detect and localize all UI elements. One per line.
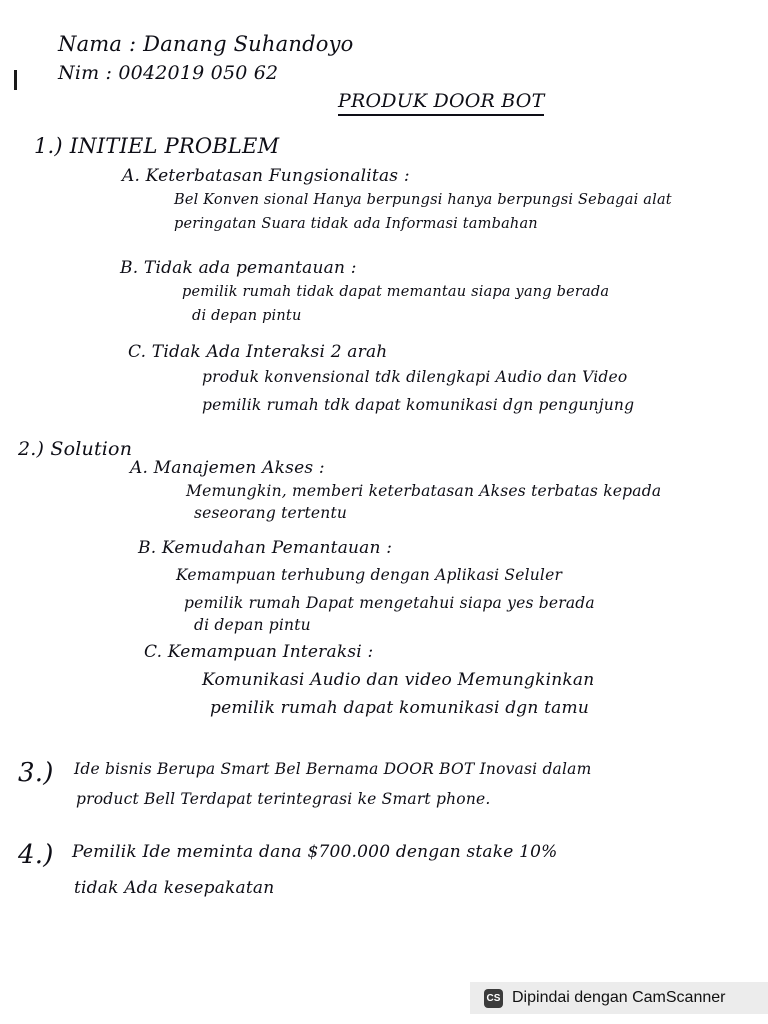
section-2-b-title: B. Kemudahan Pemantauan : [138,538,393,558]
camscanner-text: Dipindai dengan CamScanner [512,989,726,1006]
section-1-c-title: C. Tidak Ada Interaksi 2 arah [128,342,388,362]
section-1-c-line-1: produk konvensional tdk dilengkapi Audio dan Video [202,368,628,386]
section-4-line-1: Pemilik Ide meminta dana $700.000 dengan stake 10% [72,842,558,862]
section-1-c-line-2: pemilik rumah tdk dapat komunikasi dgn pengunjung [202,396,635,414]
section-2-heading: 2.) Solution [18,438,133,460]
camscanner-logo-icon: CS [484,989,503,1008]
section-1-b-title: B. Tidak ada pemantauan : [120,258,357,278]
student-nim: Nim : 0042019 050 62 [58,62,279,84]
section-1-b-line-1: pemilik rumah tidak dapat memantau siapa yang berada [182,284,610,300]
section-2-a-line-2: seseorang tertentu [194,504,348,522]
section-1-heading: 1.) INITIEL PROBLEM [34,134,280,158]
section-1-a-line-1: Bel Konven sional Hanya berpungsi hanya berpungsi Sebagai alat [174,192,672,208]
section-2-c-title: C. Kemampuan Interaksi : [144,642,374,662]
section-2-c-line-2: pemilik rumah dapat komunikasi dgn tamu [210,698,589,718]
section-2-c-line-1: Komunikasi Audio dan video Memungkinkan [202,670,595,690]
student-name: Nama : Danang Suhandoyo [58,32,354,56]
section-1-a-title: A. Keterbatasan Fungsionalitas : [122,166,410,186]
section-3-line-1: Ide bisnis Berupa Smart Bel Bernama DOOR BOT Inovasi dalam [74,760,592,778]
section-2-b-line-1: Kemampuan terhubung dengan Aplikasi Seluler [176,566,563,584]
section-2-b-line-2: pemilik rumah Dapat mengetahui siapa yes berada [184,594,595,612]
section-3-line-2: product Bell Terdapat terintegrasi ke Smart phone. [76,790,491,808]
section-1-b-line-2: di depan pintu [192,308,302,324]
page-title: PRODUK DOOR BOT [338,90,544,116]
section-1-a-line-2: peringatan Suara tidak ada Informasi tambahan [174,216,538,232]
scan-edge-mark [14,70,17,90]
section-2-b-line-3: di depan pintu [194,616,311,634]
camscanner-watermark [470,982,768,1014]
section-4-number: 4.) [18,840,54,870]
section-2-a-line-1: Memungkin, memberi keterbatasan Akses terbatas kepada [186,482,662,500]
section-4-line-2: tidak Ada kesepakatan [74,878,275,898]
section-2-a-title: A. Manajemen Akses : [130,458,325,478]
section-3-number: 3.) [18,758,54,788]
